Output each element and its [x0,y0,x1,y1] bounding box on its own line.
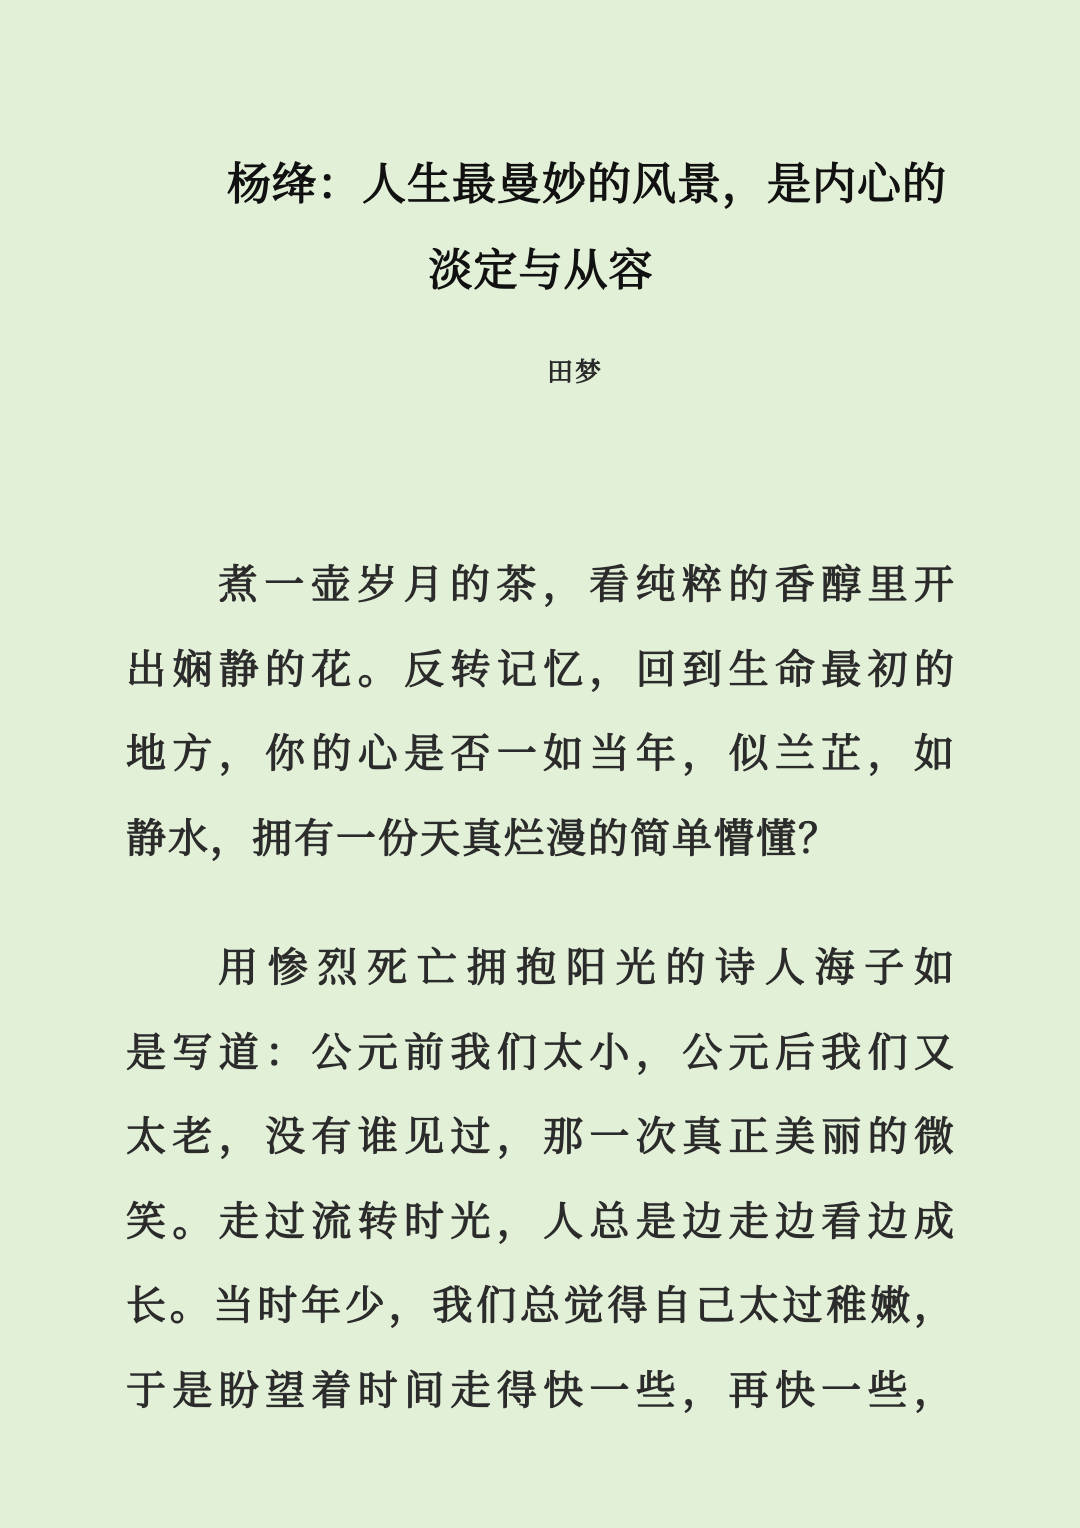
paragraph-2 [126,926,956,1433]
article-title-line-1: 杨绛：人生最曼妙的风景，是内心的 [227,159,947,210]
article-title-line-2: 淡定与从容 [428,245,654,296]
paragraph-line: 于是盼望着时间走得快一些，再快一些， [126,1366,956,1414]
paragraph-line: 地方，你的心是否一如当年，似兰芷，如 [126,730,956,777]
paragraph-line: 出娴静的花。反转记忆，回到生命最初的 [126,645,956,693]
article-author: 田梦 [546,358,603,388]
paragraph-1 [126,543,956,881]
paragraph-line: 静水，拥有一份天真烂漫的简单懵懂？ [126,814,840,862]
paragraph-line: 用惨烈死亡拥抱阳光的诗人海子如 [218,944,956,991]
paragraph-line: 笑。走过流转时光，人总是边走边看边成 [126,1197,956,1245]
paragraph-line: 是写道：公元前我们太小，公元后我们又 [126,1028,956,1076]
paragraph-line: 长。当时年少，我们总觉得自己太过稚嫩， [126,1282,956,1329]
paragraph-line: 太老，没有谁见过，那一次真正美丽的微 [126,1113,956,1160]
article-title [126,142,956,314]
paragraph-line: 煮一壶岁月的茶，看纯粹的香醇里开 [218,561,956,608]
